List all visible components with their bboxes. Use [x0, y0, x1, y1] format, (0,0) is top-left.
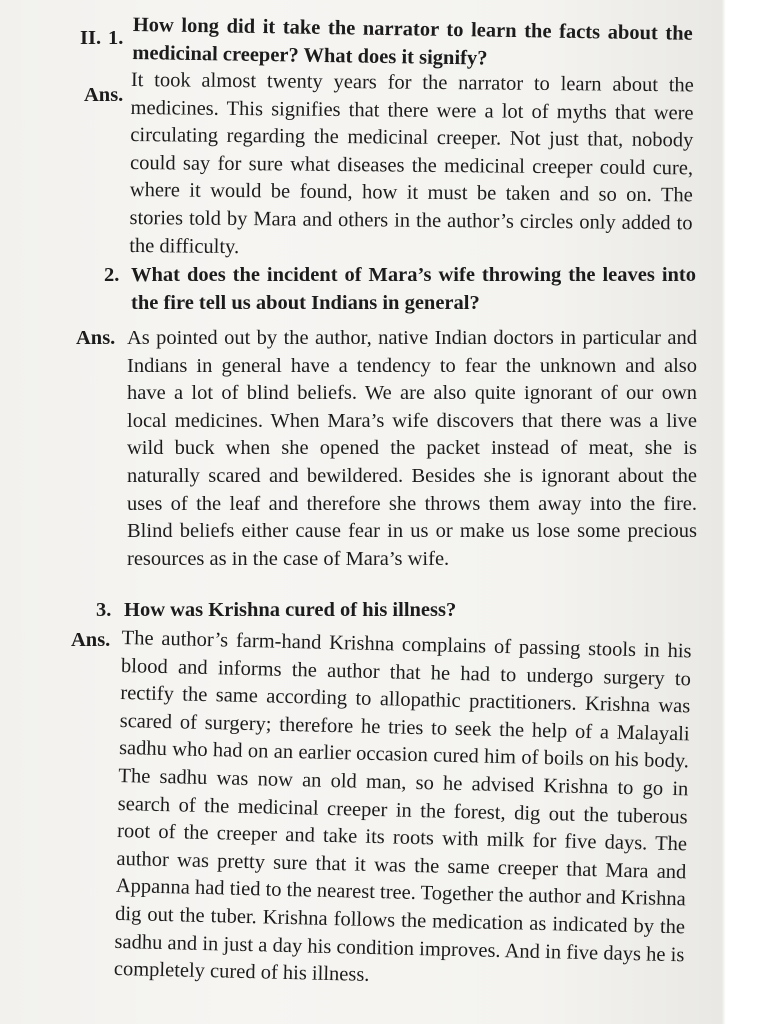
answer-label-1: Ans.	[84, 84, 124, 106]
question-1-text: How long did it take the narrator to learn the facts about the medicinal creeper? What does it signify?	[132, 13, 693, 70]
answer-3-text: The author’s farm-hand Krishna complains of passing stools in his blood and informs the author that he had to undergo surgery to rectify the same according to allopathic practitioners. Krishna was scared of surgery; therefore he tries to seek the help of a Malayali sadhu who had on an earlier occasion cured him of boils on his body. The sadhu was now an old man, so he advised Krishna to go in search of the medicinal creeper in the forest, dig out the tuberous root of the creeper and take its roots with milk for five days. The author was pretty sure that it was the same creeper that Mara and Appanna had tied to the nearest tree. Together the author and Krishna dig out the tuber. Krishna follows the medication as indicated by the sadhu and in just a day his condition improves. And in five days he is completely cured of his illness.	[113, 626, 692, 987]
answer-1-text: It took almost twenty years for the narrator to learn about the medicines. This signifies that there were a lot of myths that were circulating regarding the medicinal creeper. Not just that, nobody could say for sure what diseases the medicinal creeper could cure, where it would be found, how it must be taken and so on. The stories told by Mara and others in the author’s circles only added to the difficulty.	[129, 68, 694, 258]
answer-label-3: Ans.	[71, 629, 111, 651]
page-margin	[726, 0, 768, 1024]
answer-label-2: Ans.	[76, 327, 116, 349]
question-number-3: 3.	[96, 599, 112, 621]
question-number-1: 1.	[108, 27, 124, 49]
question-3-text: How was Krishna cured of his illness?	[124, 599, 457, 621]
question-number-2: 2.	[104, 264, 120, 286]
question-2-text: What does the incident of Mara’s wife throwing the leaves into the fire tell us about Indians in general?	[131, 264, 696, 314]
section-label: II.	[80, 27, 102, 49]
answer-2-text: As pointed out by the author, native Indian doctors in particular and Indians in general have a tendency to fear the unknown and also have a lot of blind beliefs. We are also quite ignorant of our own local medicines. When Mara’s wife discovers that there was a live wild buck when she opened the packet instead of meat, she is naturally scared and bewildered. Besides she is ignorant about the uses of the leaf and therefore she throws them away into the fire. Blind beliefs either cause fear in us or make us lose some precious resources as in the case of Mara’s wife.	[127, 327, 697, 570]
